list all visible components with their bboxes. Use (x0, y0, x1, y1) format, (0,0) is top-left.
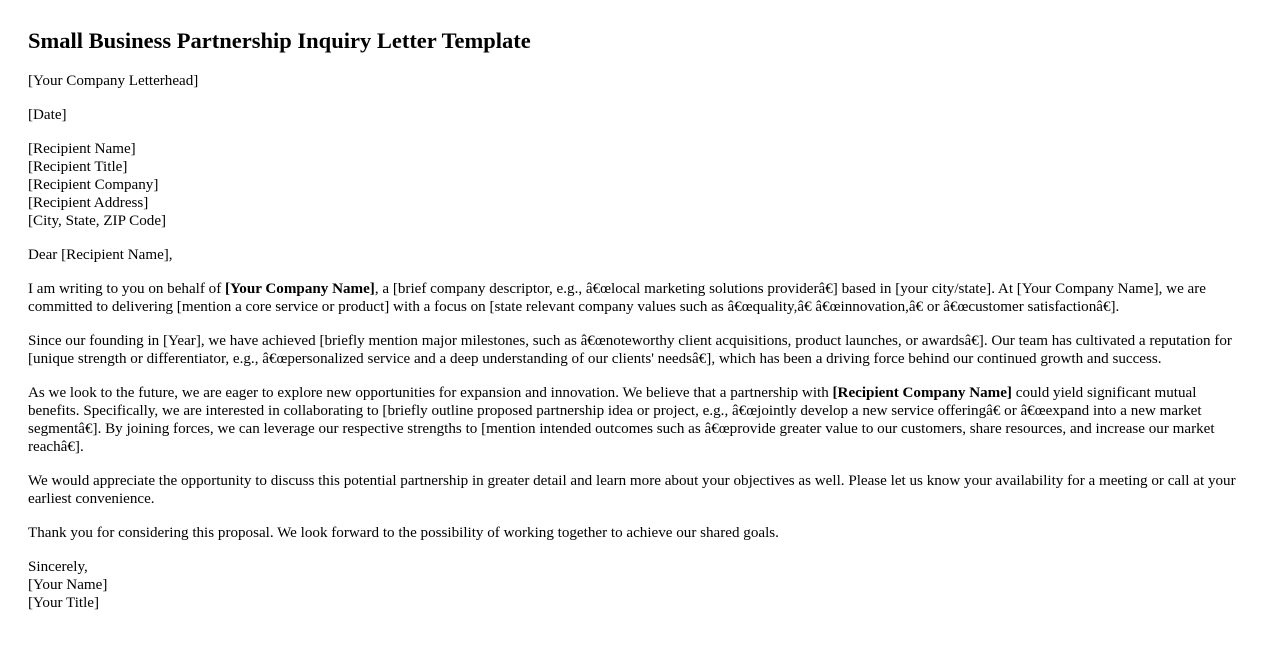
recipient-title: [Recipient Title] (28, 159, 128, 175)
valediction: Sincerely, (28, 559, 88, 575)
body-paragraph-4: We would appreciate the opportunity to discuss this potential partnership in greater detail and learn more about your objectives as well. Please let us know your availability for a meeting or call at your earliest convenience. (28, 473, 1236, 507)
recipient-company-name-bold: [Recipient Company Name] (832, 385, 1012, 401)
body-paragraph-1 (28, 280, 1250, 316)
letter-date: [Date] (28, 107, 67, 123)
paragraph-text: could yield significant mutual benefits. Specifically, we are interested in collaborating to [briefly outline proposed partnership idea or project, e.g., â€œjointly develop a new service offeringâ€ or â€œexpand into a new market segmentâ€]. By joining forces, we can leverage our respective strengths to [mention intended outcomes such as â€œprovide greater value to our customers, share resources, and increase our market reachâ€]. (28, 385, 1215, 455)
recipient-city-state-zip: [City, State, ZIP Code] (28, 213, 167, 229)
body-paragraph-3 (28, 384, 1250, 456)
closing-block (28, 558, 1250, 612)
sender-name: [Your Name] (28, 577, 108, 593)
body-paragraph-2: Since our founding in [Year], we have achieved [briefly mention major milestones, such as â€œnoteworthy client acquisitions, product launches, or awardsâ€]. Our team has cultivated a reputation for [unique strength or differentiator, e.g., â€œpersonalized service and a deep understanding of our clients' needsâ€], which has been a driving force behind our continued growth and success. (28, 333, 1232, 367)
recipient-address: [Recipient Address] (28, 195, 149, 211)
company-name-bold: [Your Company Name] (225, 281, 375, 297)
recipient-company: [Recipient Company] (28, 177, 159, 193)
sender-title: [Your Title] (28, 595, 100, 611)
page-title: Small Business Partnership Inquiry Letter Template (28, 28, 531, 53)
salutation: Dear [Recipient Name], (28, 247, 173, 263)
letterhead: [Your Company Letterhead] (28, 73, 199, 89)
recipient-block (28, 140, 1250, 230)
paragraph-text: As we look to the future, we are eager to explore new opportunities for expansion and innovation. We believe that a partnership with (28, 385, 833, 401)
body-paragraph-5: Thank you for considering this proposal. We look forward to the possibility of working together to achieve our shared goals. (28, 525, 779, 541)
paragraph-text: I am writing to you on behalf of (28, 281, 226, 297)
paragraph-text: , a [brief company descriptor, e.g., â€œlocal marketing solutions providerâ€] based in [your city/state]. At [Your Company Name], we are committed to delivering [mention a core service or product] with a focus on [state relevant company values such as â€œquality,â€ â€œinnovation,â€ or â€œcustomer satisfactionâ€]. (28, 281, 1206, 315)
recipient-name: [Recipient Name] (28, 141, 136, 157)
